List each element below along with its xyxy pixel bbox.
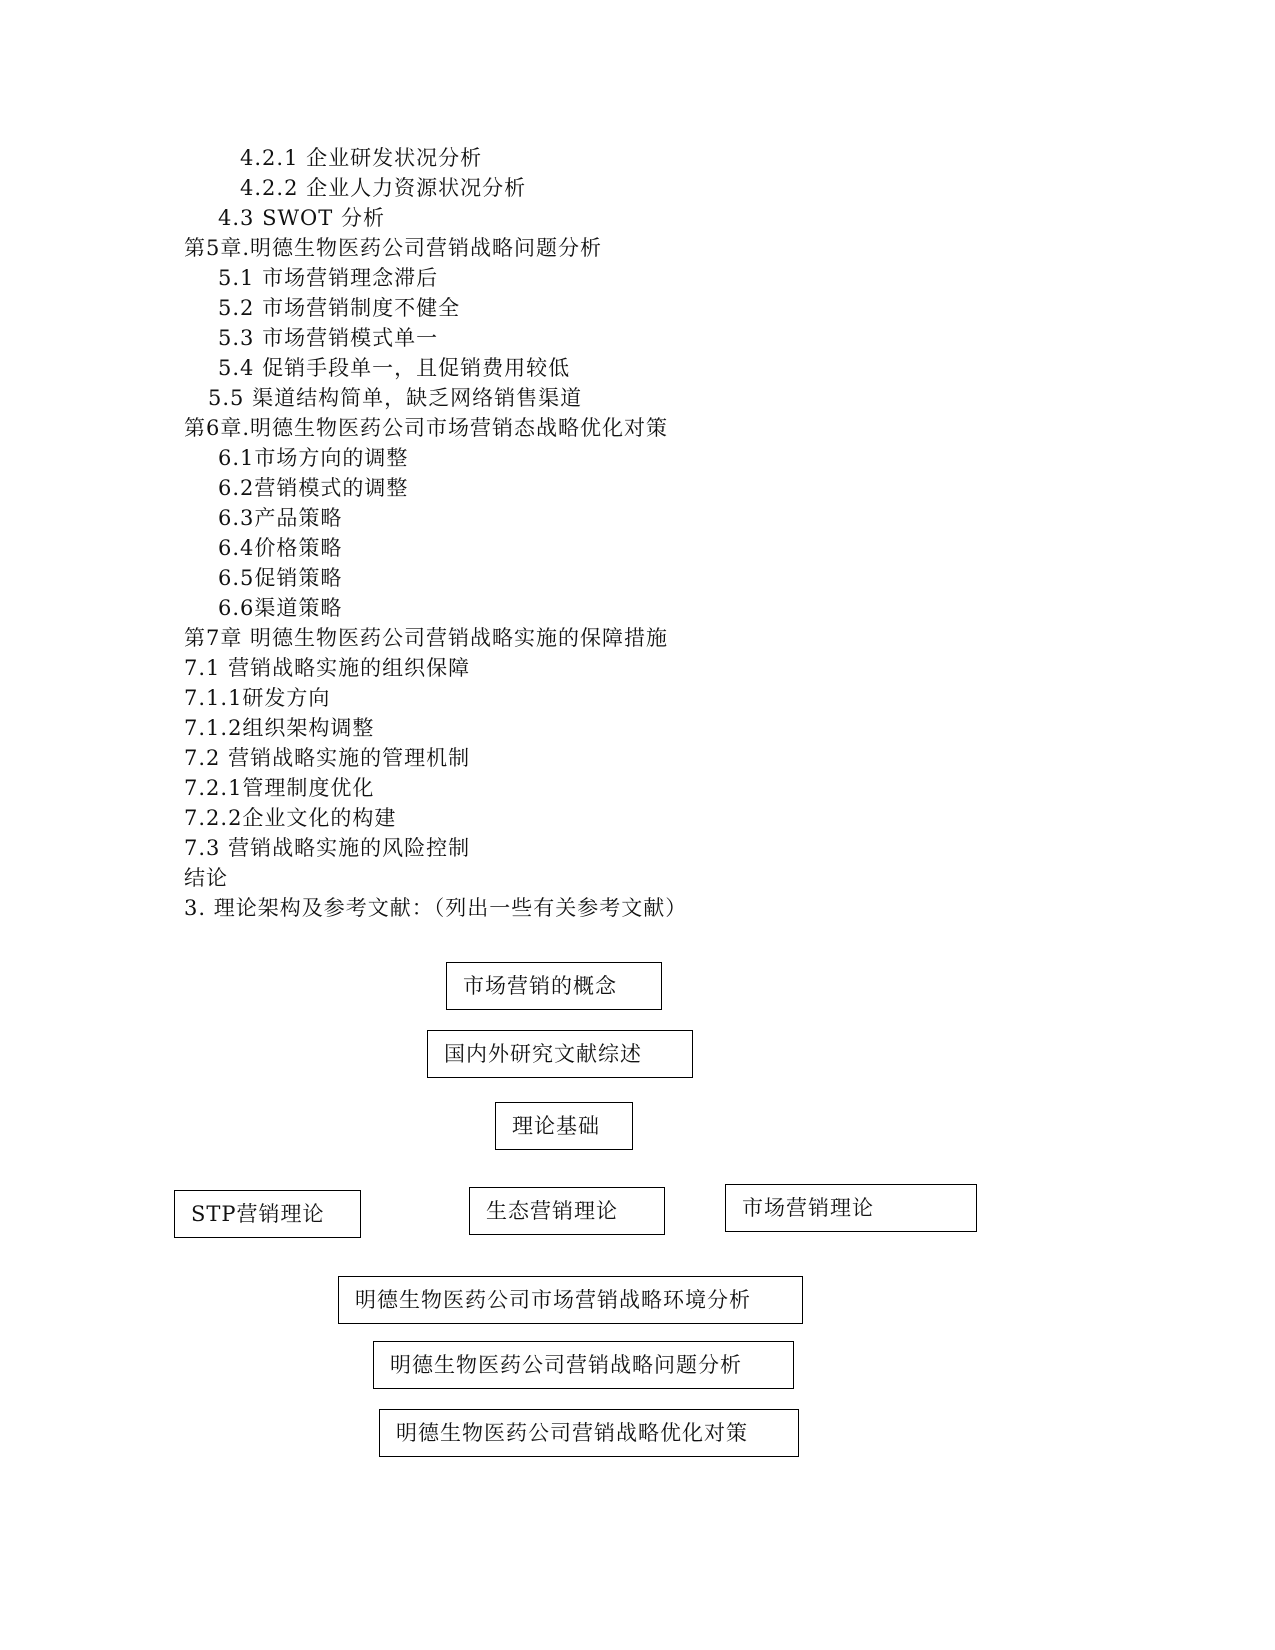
toc-conclusion: 结论 [184,866,228,890]
box-environment-analysis: 明德生物医药公司市场营销战略环境分析 [338,1276,803,1324]
box-marketing-concept: 市场营销的概念 [446,962,662,1010]
box-problem-analysis: 明德生物医药公司营销战略问题分析 [373,1341,794,1389]
toc-entry-4-2-2: 4.2.2 企业人力资源状况分析 [240,176,527,200]
toc-entry-6-1: 6.1市场方向的调整 [218,446,409,470]
box-marketing-theory: 市场营销理论 [725,1184,977,1232]
toc-entry-7-1-2: 7.1.2组织架构调整 [184,716,375,740]
toc-entry-5-5: 5.5 渠道结构简单，缺乏网络销售渠道 [208,386,583,410]
toc-entry-7-1: 7.1 营销战略实施的组织保障 [184,656,471,680]
box-optimization-strategy: 明德生物医药公司营销战略优化对策 [379,1409,799,1457]
box-literature-review: 国内外研究文献综述 [427,1030,693,1078]
toc-entry-5-2: 5.2 市场营销制度不健全 [218,296,461,320]
toc-entry-4-2-1: 4.2.1 企业研发状况分析 [240,146,483,170]
box-theoretical-basis: 理论基础 [495,1102,633,1150]
toc-chapter-6: 第6章.明德生物医药公司市场营销态战略优化对策 [184,416,669,440]
toc-chapter-5: 第5章.明德生物医药公司营销战略问题分析 [184,236,603,260]
toc-entry-6-5: 6.5促销策略 [218,566,343,590]
toc-entry-6-4: 6.4价格策略 [218,536,343,560]
toc-entry-6-6: 6.6渠道策略 [218,596,343,620]
section-3-heading: 3. 理论架构及参考文献：（列出一些有关参考文献） [184,896,688,920]
toc-entry-7-2-2: 7.2.2企业文化的构建 [184,806,397,830]
toc-entry-7-3: 7.3 营销战略实施的风险控制 [184,836,471,860]
toc-entry-6-2: 6.2营销模式的调整 [218,476,409,500]
toc-entry-7-2: 7.2 营销战略实施的管理机制 [184,746,471,770]
toc-entry-5-3: 5.3 市场营销模式单一 [218,326,439,350]
toc-entry-6-3: 6.3产品策略 [218,506,343,530]
toc-chapter-7: 第7章 明德生物医药公司营销战略实施的保障措施 [184,626,669,650]
toc-entry-5-1: 5.1 市场营销理念滞后 [218,266,439,290]
toc-entry-7-2-1: 7.2.1管理制度优化 [184,776,375,800]
toc-entry-4-3: 4.3 SWOT 分析 [218,206,385,230]
toc-entry-5-4: 5.4 促销手段单一，且促销费用较低 [218,356,571,380]
toc-entry-7-1-1: 7.1.1研发方向 [184,686,331,710]
box-eco-marketing-theory: 生态营销理论 [469,1187,665,1235]
box-stp-theory: STP营销理论 [174,1190,361,1238]
